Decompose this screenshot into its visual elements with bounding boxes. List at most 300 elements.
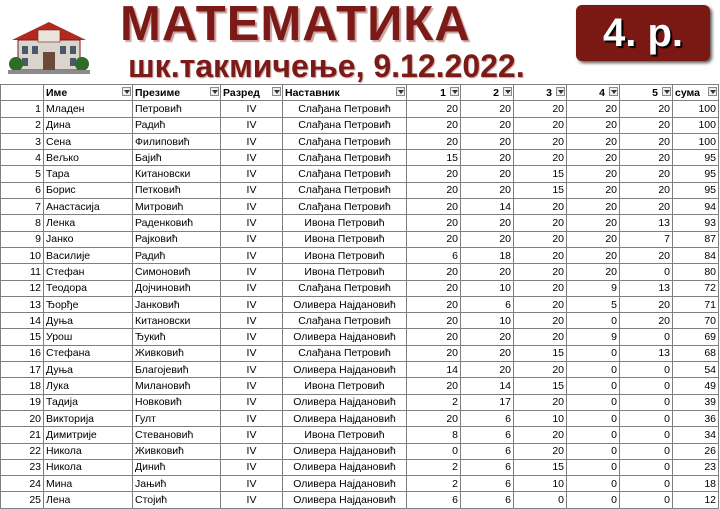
grade-cell[interactable]: IV [221,427,283,443]
task-5-score[interactable]: 20 [620,313,673,329]
first-name-cell[interactable]: Викторија [44,410,133,426]
task-3-score[interactable]: 15 [514,459,567,475]
task-5-score[interactable]: 0 [620,378,673,394]
total-score[interactable]: 95 [673,150,719,166]
task-4-score[interactable]: 0 [567,492,620,508]
task-2-score[interactable]: 18 [461,247,514,263]
task-1-score[interactable]: 20 [407,166,461,182]
total-score[interactable]: 49 [673,378,719,394]
last-name-cell[interactable]: Филиповић [133,133,221,149]
row-number[interactable]: 18 [1,378,44,394]
table-row[interactable] [1,410,719,426]
teacher-cell[interactable]: Слађана Петровић [283,133,407,149]
task-2-score[interactable]: 20 [461,362,514,378]
filter-dropdown-icon[interactable] [503,87,512,96]
grade-cell[interactable]: IV [221,150,283,166]
task-5-score[interactable]: 0 [620,329,673,345]
task-3-score[interactable]: 20 [514,231,567,247]
table-row[interactable] [1,101,719,117]
task-5-score[interactable]: 0 [620,264,673,280]
task-1-score[interactable]: 20 [407,329,461,345]
teacher-cell[interactable]: Оливера Најдановић [283,394,407,410]
task-1-score[interactable]: 6 [407,492,461,508]
first-name-cell[interactable]: Ђорђе [44,296,133,312]
task-3-score[interactable]: 20 [514,362,567,378]
total-score[interactable]: 23 [673,459,719,475]
last-name-cell[interactable]: Јањић [133,476,221,492]
task-4-score[interactable]: 20 [567,117,620,133]
teacher-cell[interactable]: Оливера Најдановић [283,410,407,426]
first-name-cell[interactable]: Тадија [44,394,133,410]
total-score[interactable]: 93 [673,215,719,231]
teacher-cell[interactable]: Оливера Најдановић [283,443,407,459]
teacher-cell[interactable]: Оливера Најдановић [283,476,407,492]
task-3-score[interactable]: 20 [514,199,567,215]
first-name-cell[interactable]: Никола [44,443,133,459]
row-number[interactable]: 10 [1,247,44,263]
task-4-score[interactable]: 9 [567,280,620,296]
task-4-score[interactable]: 0 [567,443,620,459]
task-5-score[interactable]: 20 [620,101,673,117]
teacher-cell[interactable]: Слађана Петровић [283,117,407,133]
task-4-score[interactable]: 20 [567,264,620,280]
task-1-score[interactable]: 20 [407,117,461,133]
table-row[interactable] [1,362,719,378]
row-number[interactable]: 22 [1,443,44,459]
task-3-score[interactable]: 20 [514,394,567,410]
task-5-score[interactable]: 20 [620,247,673,263]
task-5-score[interactable]: 0 [620,476,673,492]
task-2-score[interactable]: 10 [461,280,514,296]
first-name-cell[interactable]: Анастасија [44,199,133,215]
total-score[interactable]: 34 [673,427,719,443]
task-2-score[interactable]: 20 [461,182,514,198]
teacher-cell[interactable]: Слађана Петровић [283,150,407,166]
task-2-score[interactable]: 20 [461,166,514,182]
table-row[interactable] [1,443,719,459]
table-row[interactable] [1,492,719,508]
task-2-score[interactable]: 6 [461,492,514,508]
row-number[interactable]: 24 [1,476,44,492]
table-row[interactable] [1,378,719,394]
last-name-cell[interactable]: Раденковић [133,215,221,231]
grade-cell[interactable]: IV [221,313,283,329]
task-4-score[interactable]: 0 [567,394,620,410]
task-4-score[interactable]: 20 [567,182,620,198]
task-2-score[interactable]: 20 [461,150,514,166]
first-name-cell[interactable]: Тара [44,166,133,182]
row-number[interactable]: 14 [1,313,44,329]
task-3-score[interactable]: 20 [514,264,567,280]
first-name-cell[interactable]: Димитрије [44,427,133,443]
table-row[interactable] [1,150,719,166]
task-3-score[interactable]: 20 [514,296,567,312]
task-4-score[interactable]: 9 [567,329,620,345]
total-score[interactable]: 69 [673,329,719,345]
last-name-cell[interactable]: Дојчиновић [133,280,221,296]
filter-dropdown-icon[interactable] [122,87,131,96]
task-2-score[interactable]: 20 [461,264,514,280]
table-row[interactable] [1,394,719,410]
row-number[interactable]: 23 [1,459,44,475]
table-row[interactable] [1,280,719,296]
table-row[interactable] [1,264,719,280]
grade-cell[interactable]: IV [221,443,283,459]
task-3-score[interactable]: 15 [514,345,567,361]
task-2-score[interactable]: 20 [461,117,514,133]
total-score[interactable]: 26 [673,443,719,459]
row-number[interactable]: 15 [1,329,44,345]
task-1-score[interactable]: 20 [407,280,461,296]
table-row[interactable] [1,329,719,345]
table-row[interactable] [1,476,719,492]
task-2-score[interactable]: 20 [461,345,514,361]
first-name-cell[interactable]: Мина [44,476,133,492]
teacher-cell[interactable]: Ивона Петровић [283,215,407,231]
total-score[interactable]: 12 [673,492,719,508]
total-score[interactable]: 39 [673,394,719,410]
table-row[interactable] [1,199,719,215]
row-number[interactable]: 5 [1,166,44,182]
task-3-score[interactable]: 20 [514,117,567,133]
first-name-cell[interactable]: Теодора [44,280,133,296]
table-row[interactable] [1,182,719,198]
task-3-score[interactable]: 15 [514,378,567,394]
total-score[interactable]: 18 [673,476,719,492]
task-5-score[interactable]: 20 [620,199,673,215]
last-name-cell[interactable]: Милановић [133,378,221,394]
row-number[interactable]: 25 [1,492,44,508]
filter-dropdown-icon[interactable] [210,87,219,96]
row-number[interactable]: 9 [1,231,44,247]
last-name-cell[interactable]: Петковић [133,182,221,198]
task-3-score[interactable]: 20 [514,313,567,329]
last-name-cell[interactable]: Динић [133,459,221,475]
task-1-score[interactable]: 8 [407,427,461,443]
teacher-cell[interactable]: Слађана Петровић [283,313,407,329]
last-name-cell[interactable]: Петровић [133,101,221,117]
teacher-cell[interactable]: Ивона Петровић [283,378,407,394]
first-name-cell[interactable]: Борис [44,182,133,198]
total-score[interactable]: 100 [673,101,719,117]
task-1-score[interactable]: 20 [407,345,461,361]
teacher-cell[interactable]: Слађана Петровић [283,345,407,361]
last-name-cell[interactable]: Рајковић [133,231,221,247]
task-4-score[interactable]: 0 [567,410,620,426]
first-name-cell[interactable]: Дуња [44,362,133,378]
task-2-score[interactable]: 20 [461,215,514,231]
task-5-score[interactable]: 13 [620,345,673,361]
total-score[interactable]: 84 [673,247,719,263]
task-4-score[interactable]: 0 [567,362,620,378]
filter-dropdown-icon[interactable] [396,87,405,96]
first-name-cell[interactable]: Лена [44,492,133,508]
teacher-cell[interactable]: Слађана Петровић [283,101,407,117]
task-1-score[interactable]: 20 [407,313,461,329]
table-row[interactable] [1,296,719,312]
first-name-cell[interactable]: Сена [44,133,133,149]
task-2-score[interactable]: 6 [461,427,514,443]
task-5-score[interactable]: 0 [620,443,673,459]
teacher-cell[interactable]: Слађана Петровић [283,166,407,182]
task-3-score[interactable]: 20 [514,247,567,263]
filter-dropdown-icon[interactable] [609,87,618,96]
task-3-score[interactable]: 20 [514,215,567,231]
task-4-score[interactable]: 20 [567,150,620,166]
task-5-score[interactable]: 20 [620,296,673,312]
last-name-cell[interactable]: Симоновић [133,264,221,280]
last-name-cell[interactable]: Радић [133,247,221,263]
table-row[interactable] [1,247,719,263]
grade-cell[interactable]: IV [221,476,283,492]
teacher-cell[interactable]: Ивона Петровић [283,231,407,247]
task-1-score[interactable]: 14 [407,362,461,378]
last-name-cell[interactable]: Стојић [133,492,221,508]
table-row[interactable] [1,459,719,475]
task-4-score[interactable]: 20 [567,166,620,182]
total-score[interactable]: 54 [673,362,719,378]
total-score[interactable]: 94 [673,199,719,215]
task-4-score[interactable]: 20 [567,247,620,263]
task-3-score[interactable]: 20 [514,329,567,345]
task-5-score[interactable]: 20 [620,150,673,166]
grade-cell[interactable]: IV [221,459,283,475]
task-1-score[interactable]: 20 [407,296,461,312]
grade-cell[interactable]: IV [221,362,283,378]
total-score[interactable]: 72 [673,280,719,296]
task-5-score[interactable]: 20 [620,133,673,149]
table-row[interactable] [1,215,719,231]
task-3-score[interactable]: 20 [514,427,567,443]
teacher-cell[interactable]: Оливера Најдановић [283,296,407,312]
grade-cell[interactable]: IV [221,410,283,426]
task-5-score[interactable]: 0 [620,427,673,443]
last-name-cell[interactable]: Митровић [133,199,221,215]
task-1-score[interactable]: 2 [407,394,461,410]
task-4-score[interactable]: 0 [567,427,620,443]
filter-dropdown-icon[interactable] [662,87,671,96]
task-1-score[interactable]: 20 [407,182,461,198]
last-name-cell[interactable]: Новковић [133,394,221,410]
grade-cell[interactable]: IV [221,394,283,410]
task-4-score[interactable]: 0 [567,378,620,394]
total-score[interactable]: 70 [673,313,719,329]
last-name-cell[interactable]: Гулт [133,410,221,426]
first-name-cell[interactable]: Василије [44,247,133,263]
grade-cell[interactable]: IV [221,329,283,345]
first-name-cell[interactable]: Никола [44,459,133,475]
grade-cell[interactable]: IV [221,231,283,247]
task-4-score[interactable]: 20 [567,101,620,117]
grade-cell[interactable]: IV [221,345,283,361]
task-5-score[interactable]: 13 [620,215,673,231]
table-row[interactable] [1,117,719,133]
first-name-cell[interactable]: Дуња [44,313,133,329]
last-name-cell[interactable]: Јанковић [133,296,221,312]
row-number[interactable]: 17 [1,362,44,378]
task-4-score[interactable]: 20 [567,231,620,247]
filter-dropdown-icon[interactable] [556,87,565,96]
first-name-cell[interactable]: Јанко [44,231,133,247]
task-1-score[interactable]: 20 [407,133,461,149]
task-3-score[interactable]: 20 [514,150,567,166]
total-score[interactable]: 80 [673,264,719,280]
task-3-score[interactable]: 20 [514,443,567,459]
total-score[interactable]: 71 [673,296,719,312]
last-name-cell[interactable]: Китановски [133,313,221,329]
filter-dropdown-icon[interactable] [272,87,281,96]
row-number[interactable]: 16 [1,345,44,361]
task-2-score[interactable]: 20 [461,101,514,117]
teacher-cell[interactable]: Оливера Најдановић [283,329,407,345]
teacher-cell[interactable]: Слађана Петровић [283,199,407,215]
row-number[interactable]: 1 [1,101,44,117]
task-5-score[interactable]: 20 [620,117,673,133]
table-row[interactable] [1,133,719,149]
task-1-score[interactable]: 20 [407,378,461,394]
task-2-score[interactable]: 14 [461,199,514,215]
grade-cell[interactable]: IV [221,199,283,215]
task-2-score[interactable]: 6 [461,476,514,492]
first-name-cell[interactable]: Младен [44,101,133,117]
task-5-score[interactable]: 0 [620,394,673,410]
first-name-cell[interactable]: Урош [44,329,133,345]
grade-cell[interactable]: IV [221,296,283,312]
row-number[interactable]: 6 [1,182,44,198]
teacher-cell[interactable]: Ивона Петровић [283,247,407,263]
first-name-cell[interactable]: Ленка [44,215,133,231]
first-name-cell[interactable]: Стефан [44,264,133,280]
teacher-cell[interactable]: Оливера Најдановић [283,459,407,475]
first-name-cell[interactable]: Лука [44,378,133,394]
last-name-cell[interactable]: Китановски [133,166,221,182]
task-3-score[interactable]: 20 [514,101,567,117]
last-name-cell[interactable]: Благојевић [133,362,221,378]
task-3-score[interactable]: 10 [514,476,567,492]
task-2-score[interactable]: 17 [461,394,514,410]
task-5-score[interactable]: 0 [620,492,673,508]
task-5-score[interactable]: 0 [620,362,673,378]
task-1-score[interactable]: 2 [407,476,461,492]
row-number[interactable]: 11 [1,264,44,280]
grade-cell[interactable]: IV [221,182,283,198]
task-5-score[interactable]: 20 [620,182,673,198]
row-number[interactable]: 20 [1,410,44,426]
task-3-score[interactable]: 15 [514,182,567,198]
task-2-score[interactable]: 6 [461,410,514,426]
teacher-cell[interactable]: Слађана Петровић [283,280,407,296]
task-3-score[interactable]: 20 [514,280,567,296]
grade-cell[interactable]: IV [221,117,283,133]
task-1-score[interactable]: 6 [407,247,461,263]
table-row[interactable] [1,345,719,361]
grade-cell[interactable]: IV [221,492,283,508]
total-score[interactable]: 95 [673,182,719,198]
teacher-cell[interactable]: Оливера Најдановић [283,362,407,378]
task-1-score[interactable]: 20 [407,101,461,117]
table-row[interactable] [1,313,719,329]
last-name-cell[interactable]: Радић [133,117,221,133]
task-4-score[interactable]: 20 [567,199,620,215]
task-2-score[interactable]: 6 [461,443,514,459]
filter-dropdown-icon[interactable] [450,87,459,96]
grade-cell[interactable]: IV [221,280,283,296]
row-number[interactable]: 12 [1,280,44,296]
task-2-score[interactable]: 20 [461,133,514,149]
table-row[interactable] [1,231,719,247]
row-number[interactable]: 7 [1,199,44,215]
grade-cell[interactable]: IV [221,133,283,149]
last-name-cell[interactable]: Живковић [133,443,221,459]
task-3-score[interactable]: 20 [514,133,567,149]
total-score[interactable]: 68 [673,345,719,361]
task-2-score[interactable]: 6 [461,459,514,475]
task-4-score[interactable]: 0 [567,459,620,475]
task-5-score[interactable]: 7 [620,231,673,247]
total-score[interactable]: 100 [673,133,719,149]
total-score[interactable]: 100 [673,117,719,133]
last-name-cell[interactable]: Бајић [133,150,221,166]
task-2-score[interactable]: 14 [461,378,514,394]
row-number[interactable]: 21 [1,427,44,443]
task-3-score[interactable]: 15 [514,166,567,182]
task-1-score[interactable]: 20 [407,215,461,231]
row-number[interactable]: 19 [1,394,44,410]
grade-cell[interactable]: IV [221,247,283,263]
task-2-score[interactable]: 6 [461,296,514,312]
first-name-cell[interactable]: Дина [44,117,133,133]
task-4-score[interactable]: 0 [567,476,620,492]
first-name-cell[interactable]: Вељко [44,150,133,166]
row-number[interactable]: 13 [1,296,44,312]
task-4-score[interactable]: 0 [567,313,620,329]
task-1-score[interactable]: 2 [407,459,461,475]
task-4-score[interactable]: 20 [567,133,620,149]
grade-cell[interactable]: IV [221,264,283,280]
total-score[interactable]: 95 [673,166,719,182]
teacher-cell[interactable]: Слађана Петровић [283,182,407,198]
total-score[interactable]: 87 [673,231,719,247]
task-3-score[interactable]: 10 [514,410,567,426]
task-5-score[interactable]: 13 [620,280,673,296]
row-number[interactable]: 4 [1,150,44,166]
teacher-cell[interactable]: Оливера Најдановић [283,492,407,508]
task-2-score[interactable]: 20 [461,231,514,247]
first-name-cell[interactable]: Стефана [44,345,133,361]
task-1-score[interactable]: 20 [407,264,461,280]
teacher-cell[interactable]: Ивона Петровић [283,427,407,443]
grade-cell[interactable]: IV [221,215,283,231]
task-1-score[interactable]: 20 [407,231,461,247]
task-5-score[interactable]: 0 [620,459,673,475]
total-score[interactable]: 36 [673,410,719,426]
last-name-cell[interactable]: Стевановић [133,427,221,443]
task-2-score[interactable]: 10 [461,313,514,329]
grade-cell[interactable]: IV [221,378,283,394]
table-row[interactable] [1,427,719,443]
row-number[interactable]: 3 [1,133,44,149]
task-1-score[interactable]: 15 [407,150,461,166]
grade-cell[interactable]: IV [221,101,283,117]
last-name-cell[interactable]: Ђукић [133,329,221,345]
task-4-score[interactable]: 5 [567,296,620,312]
task-3-score[interactable]: 0 [514,492,567,508]
task-5-score[interactable]: 20 [620,166,673,182]
task-1-score[interactable]: 0 [407,443,461,459]
task-5-score[interactable]: 0 [620,410,673,426]
teacher-cell[interactable]: Ивона Петровић [283,264,407,280]
task-1-score[interactable]: 20 [407,199,461,215]
